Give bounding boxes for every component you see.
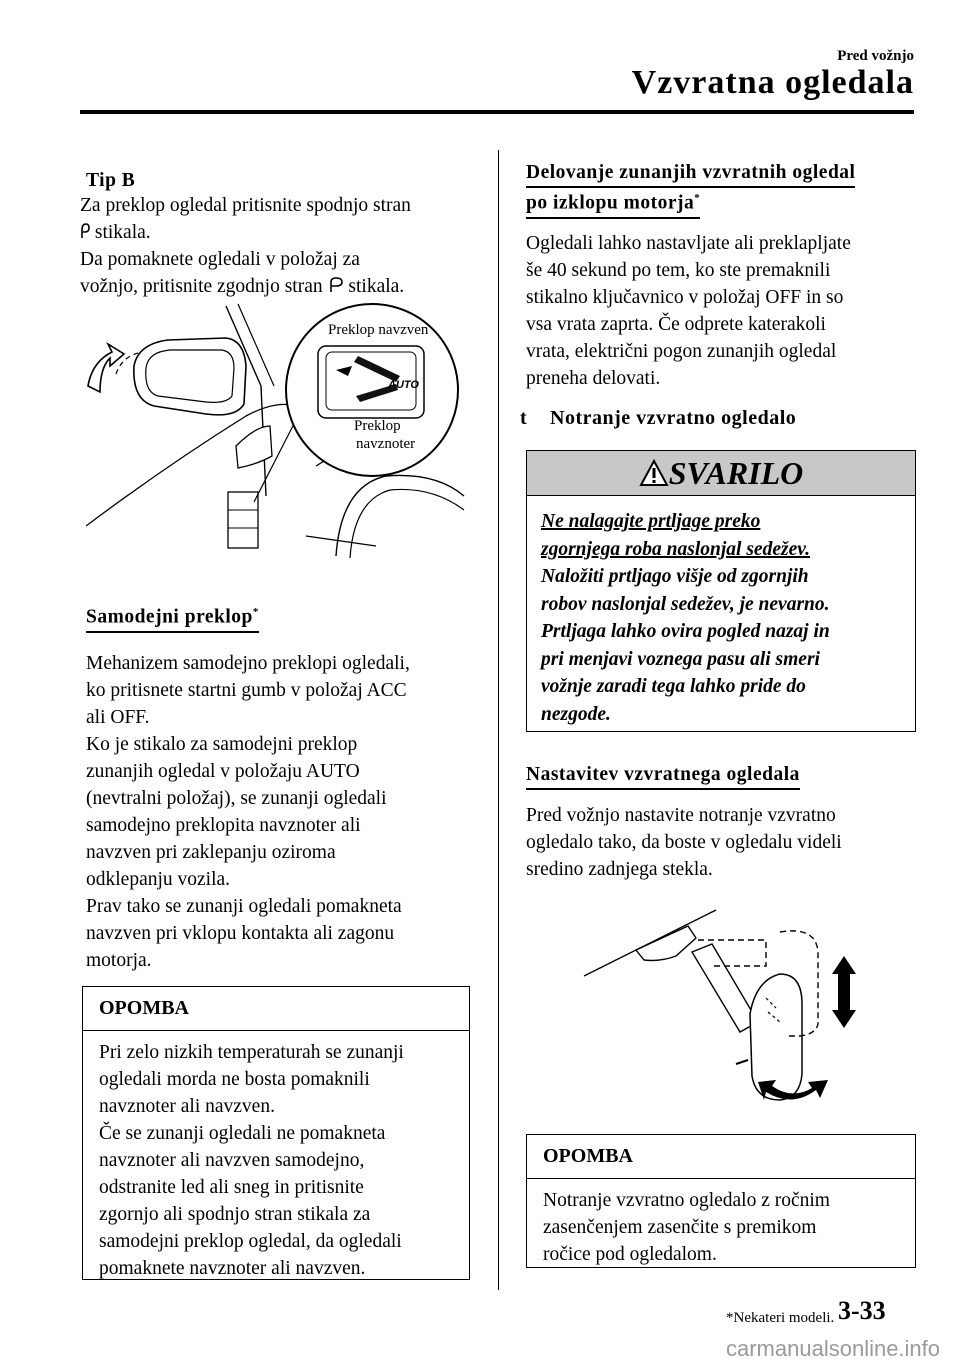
warning-line-underlined: Ne nalagajte prtljage preko xyxy=(541,511,761,532)
note-box-right xyxy=(526,1134,916,1268)
paragraph-line: navzven pri vklopu kontakta ali zagonu xyxy=(86,923,395,944)
tip-line-4a: vožnjo, pritisnite zgodnjo stran xyxy=(80,276,323,297)
label-fold-in-2: navznoter xyxy=(356,436,416,452)
switch-auto-label: AUTO xyxy=(388,379,419,391)
note-heading: OPOMBA xyxy=(83,987,469,1031)
warning-header xyxy=(527,451,915,496)
warning-line: pri menjavi voznega pasu ali smeri xyxy=(541,648,820,670)
note-body xyxy=(83,1031,469,1290)
note-box-left xyxy=(82,986,470,1280)
warning-line: robov naslonjal sedežev, je nevarno. xyxy=(541,593,830,615)
up-down-arrow-icon xyxy=(832,956,856,1028)
note-body xyxy=(527,1179,915,1276)
interior-mirror-heading xyxy=(520,407,796,430)
paragraph-line: stikalno ključavnico v položaj OFF in so xyxy=(526,287,844,308)
note-line: Notranje vzvratno ogledalo z ročnim xyxy=(543,1190,830,1211)
auto-fold-text xyxy=(86,650,486,974)
mirror-fold-out-icon xyxy=(328,276,344,294)
window-switch-panel xyxy=(228,492,258,548)
adjust-mirror-heading-text: Nastavitev vzvratnega ogledala xyxy=(526,764,800,790)
paragraph-line: Ogledali lahko nastavljate ali preklapljate xyxy=(526,233,851,254)
label-fold-out: Preklop navzven xyxy=(328,322,429,338)
interior-mirror-illustration xyxy=(580,904,870,1114)
warning-line-underlined: zgornjega roba naslonjal sedežev. xyxy=(541,538,811,560)
warning-triangle-icon xyxy=(639,459,669,487)
paragraph-line: Ko je stikalo za samodejni preklop xyxy=(86,734,358,755)
after-engine-off-text xyxy=(526,230,926,392)
side-mirror-glass xyxy=(146,350,234,402)
warning-title: SVARILO xyxy=(668,455,804,491)
note-line: ročice pod ogledalom. xyxy=(543,1244,717,1265)
after-engine-off-heading-line1: Delovanje zunanjih vzvratnih ogledal xyxy=(526,162,855,188)
after-engine-off-heading-line2-wrap xyxy=(526,192,700,219)
tip-line-3: Da pomaknete ogledali v položaj za xyxy=(80,249,360,270)
paragraph-line: sredino zadnjega stekla. xyxy=(526,859,713,880)
paragraph-line: ogledalo tako, da boste v ogledalu videli xyxy=(526,832,842,853)
warning-line: Naložiti prtljago višje od zgornjih xyxy=(541,566,809,587)
interior-mirror-heading-text: Notranje vzvratno ogledalo xyxy=(550,407,797,429)
auto-fold-star: * xyxy=(252,606,259,618)
note-line: ogledali morda ne bosta pomaknili xyxy=(99,1069,370,1090)
after-engine-off-star: * xyxy=(694,192,701,204)
mirror-arm xyxy=(692,944,758,1032)
watermark: carmanualsonline.info xyxy=(726,1336,941,1361)
paragraph-line: Prav tako se zunanji ogledali pomakneta xyxy=(86,896,402,917)
note-heading: OPOMBA xyxy=(527,1135,915,1179)
paragraph-line: ali OFF. xyxy=(86,707,150,728)
page-number: 3-33 xyxy=(838,1296,886,1325)
door-frame-line xyxy=(226,306,266,496)
adjust-mirror-heading xyxy=(526,764,800,790)
paragraph-line: (nevtralni položaj), se zunanji ogledali xyxy=(86,788,387,809)
note-line: Če se zunanji ogledali ne pomakneta xyxy=(99,1123,386,1144)
page-title: Vzvratna ogledala xyxy=(631,64,914,101)
paragraph-line: vrata, električni pogon zunanjih ogledal xyxy=(526,341,837,362)
paragraph-line: navzven pri zaklepanju oziroma xyxy=(86,842,336,863)
tip-b-heading: Tip B xyxy=(86,170,136,191)
auto-fold-heading-wrap xyxy=(86,606,259,633)
paragraph-line: odklepanju vozila. xyxy=(86,869,231,890)
after-engine-off-heading xyxy=(526,162,855,219)
steering-wheel xyxy=(336,475,464,556)
paragraph-line: preneha delovati. xyxy=(526,368,661,389)
tip-line-2-text: stikala. xyxy=(94,222,151,243)
section-label: Pred vožnjo xyxy=(837,48,914,64)
bullet-marker: t xyxy=(520,407,528,429)
dimmer-lever xyxy=(736,1060,748,1064)
warning-box xyxy=(526,450,916,732)
mirror-switch-illustration xyxy=(86,296,466,558)
note-line: Pri zelo nizkih temperaturah se zunanji xyxy=(99,1042,404,1063)
interior-mirror xyxy=(750,974,802,1100)
paragraph-line: Pred vožnjo nastavite notranje vzvratno xyxy=(526,805,836,826)
header-rule xyxy=(80,110,914,114)
note-line: pomaknete navznoter ali navzven. xyxy=(99,1258,366,1279)
paragraph-line: Mehanizem samodejno preklopi ogledali, xyxy=(86,653,410,674)
warning-line: nezgode. xyxy=(541,703,611,725)
note-line: navznoter ali navzven. xyxy=(99,1096,275,1117)
tip-line-2 xyxy=(80,219,480,246)
column-divider xyxy=(498,150,499,1290)
tip-line-1: Za preklop ogledal pritisnite spodnjo stran xyxy=(80,195,411,216)
paragraph-line: samodejno preklopita navznoter ali xyxy=(86,815,361,836)
adjust-mirror-text xyxy=(526,802,926,883)
note-line: zasenčenjem zasenčite s premikom xyxy=(543,1217,817,1238)
fold-arrow-icon xyxy=(88,344,124,392)
mirror-fold-in-icon xyxy=(80,222,90,240)
footnote: *Nekateri modeli. xyxy=(726,1310,835,1326)
door-handle xyxy=(236,426,272,468)
paragraph-line: motorja. xyxy=(86,950,152,971)
mirror-mount xyxy=(636,926,696,961)
label-fold-in-1: Preklop xyxy=(354,418,401,434)
warning-line: Prtljaga lahko ovira pogled nazaj in xyxy=(541,621,830,642)
after-engine-off-heading-line2: po izklopu motorja xyxy=(526,192,695,214)
tip-b-text xyxy=(80,192,480,300)
warning-line: vožnje zaradi tega lahko pride do xyxy=(541,676,806,697)
auto-fold-heading-text: Samodejni preklop xyxy=(86,606,253,628)
note-line: odstranite led ali sneg in pritisnite xyxy=(99,1177,364,1198)
paragraph-line: vsa vrata zaprta. Če odprete katerakoli xyxy=(526,314,826,335)
paragraph-line: še 40 sekund po tem, ko ste premaknili xyxy=(526,260,831,281)
warning-body xyxy=(527,496,915,738)
note-line: navznoter ali navzven samodejno, xyxy=(99,1150,365,1171)
paragraph-line: ko pritisnete startni gumb v položaj ACC xyxy=(86,680,407,701)
auto-fold-heading xyxy=(86,606,259,633)
tip-line-4b: stikala. xyxy=(348,276,405,297)
note-line: samodejni preklop ogledal, da ogledali xyxy=(99,1231,402,1252)
paragraph-line: zunanjih ogledal v položaju AUTO xyxy=(86,761,360,782)
note-line: zgornjo ali spodnjo stran stikala za xyxy=(99,1204,371,1225)
